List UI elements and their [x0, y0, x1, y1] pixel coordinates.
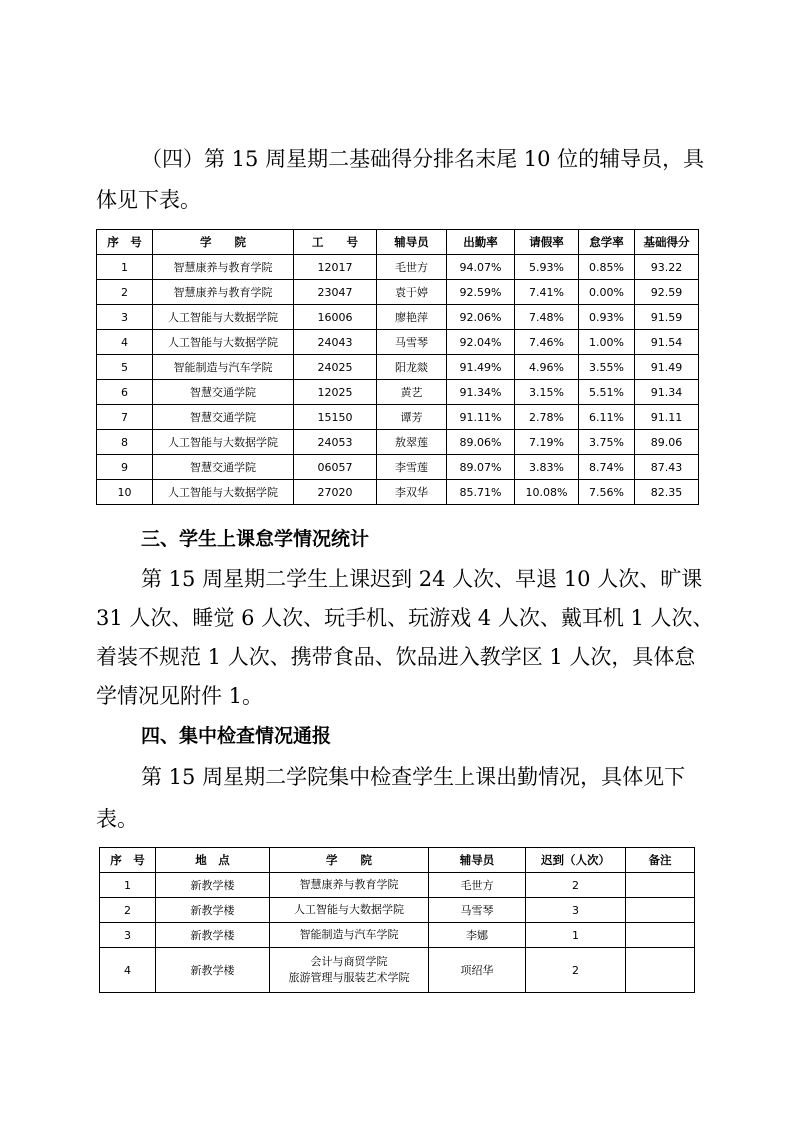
- table-cell: 0.93%: [579, 305, 635, 330]
- table-cell: 12025: [294, 380, 377, 405]
- table-cell: 黄艺: [377, 380, 447, 405]
- table-cell: 智慧交通学院: [153, 455, 294, 480]
- table-cell: 毛世方: [429, 873, 526, 898]
- table-cell: 91.49: [635, 355, 699, 380]
- college-name: 智慧康养与教育学院: [299, 878, 399, 891]
- table-cell: 93.22: [635, 255, 699, 280]
- section-3-line-3: 着装不规范 1 人次、携带食品、饮品进入教学区 1 人次，具体怠: [96, 645, 696, 669]
- college-name: 人工智能与大数据学院: [294, 903, 404, 916]
- table-cell: [270, 948, 429, 993]
- table-cell: 24053: [294, 430, 377, 455]
- table-cell: [626, 898, 695, 923]
- table-cell: [270, 898, 429, 923]
- table-header-cell: 迟到（人次）: [526, 848, 626, 873]
- table-cell: [626, 923, 695, 948]
- table-cell: 91.11%: [447, 405, 515, 430]
- table-cell: 2: [97, 280, 153, 305]
- table-cell: 人工智能与大数据学院: [153, 430, 294, 455]
- table-cell: 敖翠莲: [377, 430, 447, 455]
- table-header-cell: 序 号: [100, 848, 156, 873]
- table-row: [100, 923, 695, 948]
- table-cell: 7.19%: [515, 430, 579, 455]
- table-header-cell: 序 号: [97, 230, 153, 255]
- section-3-line-4: 学情况见附件 1。: [96, 684, 264, 708]
- table-header-cell: 学 院: [270, 848, 429, 873]
- table-cell: 89.06: [635, 430, 699, 455]
- table-header-cell: 学 院: [153, 230, 294, 255]
- college-name: 智能制造与汽车学院: [299, 928, 399, 941]
- table-cell: 智慧康养与教育学院: [153, 255, 294, 280]
- table-cell: 李雪莲: [377, 455, 447, 480]
- table-cell: 智慧交通学院: [153, 380, 294, 405]
- table-cell: 2.78%: [515, 405, 579, 430]
- table-cell: 阳龙燚: [377, 355, 447, 380]
- table-cell: 新教学楼: [156, 873, 270, 898]
- table-cell: 毛世方: [377, 255, 447, 280]
- college-name: 旅游管理与服装艺术学院: [288, 971, 410, 984]
- table-cell: 新教学楼: [156, 898, 270, 923]
- table-cell: [270, 923, 429, 948]
- table-header-cell: 辅导员: [429, 848, 526, 873]
- table-cell: 7.48%: [515, 305, 579, 330]
- table-cell: 2: [100, 898, 156, 923]
- table-cell: 马雪琴: [429, 898, 526, 923]
- table-cell: 马雪琴: [377, 330, 447, 355]
- table-cell: 06057: [294, 455, 377, 480]
- table-row: [97, 430, 699, 455]
- table-cell: 6.11%: [579, 405, 635, 430]
- table-header-row: [97, 230, 699, 255]
- table-row: [97, 330, 699, 355]
- table-cell: 89.06%: [447, 430, 515, 455]
- table-cell: 24025: [294, 355, 377, 380]
- table-cell: 89.07%: [447, 455, 515, 480]
- table-row: [100, 898, 695, 923]
- table-cell: 4.96%: [515, 355, 579, 380]
- table-cell: 91.11: [635, 405, 699, 430]
- table-cell: 智慧康养与教育学院: [153, 280, 294, 305]
- table-cell: 8: [97, 430, 153, 455]
- table-cell: 94.07%: [447, 255, 515, 280]
- table-cell: 85.71%: [447, 480, 515, 505]
- table-cell: 91.34: [635, 380, 699, 405]
- table-cell: 新教学楼: [156, 948, 270, 993]
- table-cell: 袁于婷: [377, 280, 447, 305]
- table-cell: 3.75%: [579, 430, 635, 455]
- table-cell: 10.08%: [515, 480, 579, 505]
- table-cell: 3: [97, 305, 153, 330]
- table-cell: 3.15%: [515, 380, 579, 405]
- table-cell: 李娜: [429, 923, 526, 948]
- table-row: [97, 405, 699, 430]
- table-row: [100, 873, 695, 898]
- table-cell: 24043: [294, 330, 377, 355]
- section-3-line-2: 31 人次、睡觉 6 人次、玩手机、玩游戏 4 人次、戴耳机 1 人次、: [96, 606, 714, 630]
- table-header-cell: 辅导员: [377, 230, 447, 255]
- table-cell: 12017: [294, 255, 377, 280]
- table-row: [97, 280, 699, 305]
- table-cell: 人工智能与大数据学院: [153, 305, 294, 330]
- table-cell: 3.55%: [579, 355, 635, 380]
- table-cell: 91.59: [635, 305, 699, 330]
- section-4b-title: 四、集中检查情况通报: [141, 725, 332, 747]
- table-cell: 91.54: [635, 330, 699, 355]
- table-row: [100, 948, 695, 993]
- table-cell: 3.83%: [515, 455, 579, 480]
- table-cell: 15150: [294, 405, 377, 430]
- table-cell: 0.00%: [579, 280, 635, 305]
- table-cell: 2: [526, 873, 626, 898]
- table-cell: 91.34%: [447, 380, 515, 405]
- table-cell: 人工智能与大数据学院: [153, 330, 294, 355]
- table-cell: 1: [526, 923, 626, 948]
- table-row: [97, 305, 699, 330]
- table-cell: 5: [97, 355, 153, 380]
- table-header-cell: 工 号: [294, 230, 377, 255]
- table-cell: 92.06%: [447, 305, 515, 330]
- table-cell: 2: [526, 948, 626, 993]
- table-header-row: [100, 848, 695, 873]
- table-cell: 李双华: [377, 480, 447, 505]
- table-cell: 7.56%: [579, 480, 635, 505]
- section-4-heading-line-1: （四）第 15 周星期二基础得分排名末尾 10 位的辅导员，具: [141, 147, 705, 171]
- table-row: [97, 380, 699, 405]
- table-cell: 5.51%: [579, 380, 635, 405]
- table-cell: 3: [526, 898, 626, 923]
- table-row: [97, 355, 699, 380]
- table-cell: 6: [97, 380, 153, 405]
- table-row: [97, 480, 699, 505]
- table-cell: [626, 873, 695, 898]
- counselor-ranking-table: [96, 229, 699, 505]
- table-cell: [270, 873, 429, 898]
- table-cell: 1: [100, 873, 156, 898]
- table-cell: 1.00%: [579, 330, 635, 355]
- table-cell: 7.41%: [515, 280, 579, 305]
- section-4b-line-2: 表。: [96, 807, 138, 831]
- table-cell: 7: [97, 405, 153, 430]
- table-cell: 0.85%: [579, 255, 635, 280]
- table-cell: 92.04%: [447, 330, 515, 355]
- inspection-table: [99, 847, 695, 993]
- table-header-cell: 基础得分: [635, 230, 699, 255]
- table-cell: 87.43: [635, 455, 699, 480]
- table-cell: 82.35: [635, 480, 699, 505]
- table-cell: 智慧交通学院: [153, 405, 294, 430]
- table-row: [97, 455, 699, 480]
- table-cell: 92.59: [635, 280, 699, 305]
- table-cell: 智能制造与汽车学院: [153, 355, 294, 380]
- table-cell: 5.93%: [515, 255, 579, 280]
- table-cell: 3: [100, 923, 156, 948]
- table-cell: 16006: [294, 305, 377, 330]
- table-cell: 谭芳: [377, 405, 447, 430]
- table-cell: 项绍华: [429, 948, 526, 993]
- table-header-cell: 备注: [626, 848, 695, 873]
- college-name: 会计与商贸学院: [310, 955, 388, 968]
- table-cell: 4: [100, 948, 156, 993]
- table-cell: [626, 948, 695, 993]
- table-cell: 1: [97, 255, 153, 280]
- table-cell: 7.46%: [515, 330, 579, 355]
- table-cell: 4: [97, 330, 153, 355]
- table-cell: 23047: [294, 280, 377, 305]
- section-3-title: 三、学生上课怠学情况统计: [141, 528, 370, 550]
- section-3-line-1: 第 15 周星期二学生上课迟到 24 人次、早退 10 人次、旷课: [141, 567, 703, 591]
- table-header-cell: 怠学率: [579, 230, 635, 255]
- section-4-heading-line-2: 体见下表。: [96, 188, 201, 212]
- table-header-cell: 请假率: [515, 230, 579, 255]
- section-4b-line-1: 第 15 周星期二学院集中检查学生上课出勤情况，具体见下: [141, 765, 686, 789]
- table-cell: 9: [97, 455, 153, 480]
- table-cell: 8.74%: [579, 455, 635, 480]
- table-cell: 91.49%: [447, 355, 515, 380]
- table-cell: 新教学楼: [156, 923, 270, 948]
- table-header-cell: 地 点: [156, 848, 270, 873]
- table-cell: 92.59%: [447, 280, 515, 305]
- table-cell: 27020: [294, 480, 377, 505]
- table-row: [97, 255, 699, 280]
- table-cell: 人工智能与大数据学院: [153, 480, 294, 505]
- table-cell: 廖艳萍: [377, 305, 447, 330]
- table-cell: 10: [97, 480, 153, 505]
- table-header-cell: 出勤率: [447, 230, 515, 255]
